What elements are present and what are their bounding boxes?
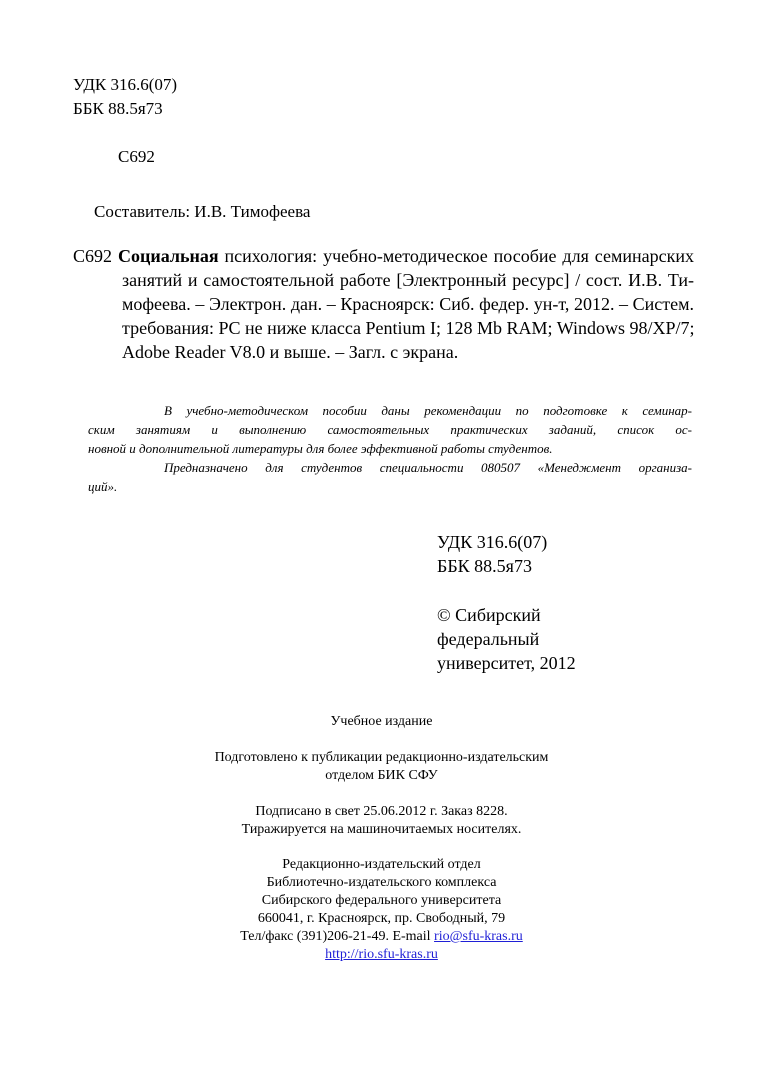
- phone-text: Тел/факс (391)206-21-49. E-mail: [240, 929, 431, 944]
- address-line: 660041, г. Красноярск, пр. Свободный, 79: [257, 911, 506, 926]
- copyright-line-1: © Сибирский: [437, 605, 541, 625]
- prepared-block: [0, 749, 763, 785]
- website-line: [0, 946, 763, 964]
- dept-line-2: Библиотечно-издательского комплекса: [266, 875, 497, 890]
- abstract-line-2: ским занятиям и выполнению самостоятельных практических заданий, список ос-: [88, 422, 692, 437]
- signed-line-2: Тиражируется на машиночитаемых носителях.: [241, 822, 522, 837]
- bibl-line-5: Adobe Reader V8.0 и выше. – Загл. с экрана.: [122, 342, 459, 362]
- dept-line-1: Редакционно-издательский отдел: [282, 857, 481, 872]
- compiler-line: Составитель: И.В. Тимофеева: [94, 202, 311, 221]
- abstract-line-4: Предназначено для студентов специальности 080507 «Менеджмент организа-: [164, 460, 692, 475]
- bbk-code-right: ББК 88.5я73: [437, 556, 532, 576]
- prepared-line-1: Подготовлено к публикации редакционно-издательским: [214, 750, 549, 765]
- edition-type-text: Учебное издание: [330, 714, 433, 729]
- udk-code: УДК 316.6(07): [73, 75, 178, 94]
- bbk-code: ББК 88.5я73: [73, 99, 163, 118]
- author-mark: С692: [118, 147, 155, 166]
- bibl-mark: С692: [73, 246, 113, 266]
- abstract-line-5: ций».: [88, 479, 118, 494]
- copyright-line-2: федеральный: [437, 629, 540, 649]
- bibl-line-2: занятий и самостоятельной работе [Электронный ресурс] / сост. И.В. Ти-: [122, 270, 694, 290]
- edition-type: [0, 713, 763, 731]
- bibl-line-3: мофеева. – Электрон. дан. – Красноярск: Сиб. федер. ун-т, 2012. – Систем.: [122, 294, 694, 314]
- signed-block: [0, 803, 763, 839]
- abstract: [88, 401, 692, 496]
- bibl-title-rest: психология: учебно-методическое пособие для семинарских: [224, 246, 694, 266]
- email-link[interactable]: rio@sfu-kras.ru: [434, 929, 523, 944]
- bibl-line-1: [73, 244, 694, 268]
- udk-code-right: УДК 316.6(07): [437, 532, 548, 552]
- dept-line-3: Сибирского федерального университета: [261, 893, 502, 908]
- abstract-line-3: новной и дополнительной литературы для более эффективной работы студентов.: [88, 441, 553, 456]
- prepared-line-2: отделом БИК СФУ: [325, 768, 438, 783]
- bibl-line-4: требования: PC не ниже класса Pentium I; 128 Mb RAM; Windows 98/XP/7;: [122, 318, 695, 338]
- bibl-title-bold: Социальная: [117, 246, 219, 266]
- abstract-line-1: В учебно-методическом пособии даны рекомендации по подготовке к семинар-: [164, 403, 692, 418]
- website-link[interactable]: http://rio.sfu-kras.ru: [325, 947, 438, 962]
- signed-line-1: Подписано в свет 25.06.2012 г. Заказ 8228.: [255, 804, 508, 819]
- contact-line: [0, 928, 763, 946]
- bibliographic-description: [73, 244, 694, 364]
- copyright-line-3: университет, 2012: [437, 653, 576, 673]
- publisher-block: [0, 856, 763, 964]
